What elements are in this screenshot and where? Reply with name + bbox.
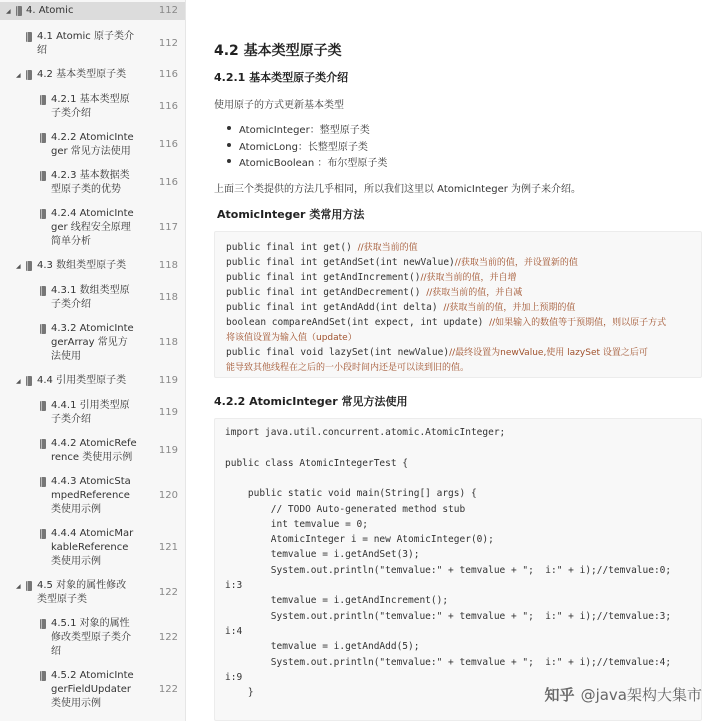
collapse-arrow-icon[interactable]: ◢: [16, 583, 21, 590]
toc-item[interactable]: [0, 525, 186, 571]
bookmark-icon: [40, 286, 46, 296]
toc-item[interactable]: [0, 91, 186, 123]
toc-item[interactable]: [0, 435, 186, 467]
toc-page-number: 112: [158, 5, 178, 16]
code-line: i:4: [225, 625, 243, 637]
toc-item-label: 4.3.1 数组类型原 子类介绍: [51, 285, 130, 310]
toc-sidebar: [0, 0, 186, 721]
bookmark-icon: [16, 6, 22, 16]
code-line: temvalue = i.getAndIncrement();: [225, 595, 449, 607]
toc-item-label: 4.4.2 AtomicRefe rence 类使用示例: [51, 438, 137, 463]
code-line: // TODO Auto-generated method stub: [225, 503, 466, 515]
code-line: public final void lazySet(int newValue)//最终设置为newValue,使用 lazySet 设置之后可: [226, 347, 648, 358]
toc-item[interactable]: [0, 577, 186, 609]
bookmark-icon: [40, 209, 46, 219]
bookmark-icon: [40, 529, 46, 539]
code-line: System.out.println("temvalue:" + temvalue + "; i:" + i);//temvalue:4;: [225, 656, 672, 668]
code-line: temvalue = i.getAndSet(3);: [225, 549, 420, 561]
bookmark-icon: [26, 581, 32, 591]
toc-item[interactable]: [0, 615, 186, 661]
methods-title: AtomicInteger 类常用方法: [217, 208, 365, 221]
toc-item-label: 4.4.4 AtomicMar kableReference 类使用示例: [51, 528, 134, 567]
toc-item-label: 4.2.4 AtomicInte ger 线程安全原理 简单分析: [51, 208, 134, 247]
toc-item[interactable]: [0, 397, 186, 429]
subsection-heading-2: 4.2.2 AtomicInteger 常见方法使用: [214, 395, 408, 408]
toc-item-label: 4.2.1 基本类型原 子类介绍: [51, 94, 130, 119]
code-line: i:3: [225, 580, 243, 591]
code-line: }: [225, 687, 254, 699]
toc-item-label: 4.3.2 AtomicInte gerArray 常见方 法使用: [51, 323, 134, 362]
code-line: AtomicInteger i = new AtomicInteger(0);: [225, 534, 494, 546]
watermark: [545, 684, 702, 705]
bookmark-icon: [26, 261, 32, 271]
bookmark-icon: [40, 324, 46, 334]
toc-item-label: 4.4.1 引用类型原 子类介绍: [51, 400, 130, 425]
toc-item-label: 4.3 数组类型原子类: [37, 260, 127, 271]
toc-item[interactable]: [0, 282, 186, 314]
summary-text: 上面三个类提供的方法几乎相同，所以我们这里以 AtomicInteger 为例子来介绍。: [214, 184, 582, 195]
bookmark-icon: [26, 32, 32, 42]
code-line: i:9: [225, 671, 243, 683]
toc-page-number: 121: [158, 542, 178, 553]
toc-page-number: 116: [158, 139, 178, 150]
code-line: public final int getAndDecrement() //获取当前的值，并自减: [226, 287, 523, 298]
toc-item-label: 4.2 基本类型原子类: [37, 69, 127, 80]
bullet-item: AtomicBoolean ：布尔型原子类: [239, 154, 387, 169]
code-line: public final int getAndIncrement()//获取当前的值，并自增: [226, 272, 517, 283]
bullet-item: AtomicLong：长整型原子类: [239, 138, 368, 153]
toc-page-number: 120: [158, 490, 178, 501]
bookmark-icon: [40, 95, 46, 105]
bookmark-icon: [26, 70, 32, 80]
section-heading: 4.2 基本类型原子类: [214, 43, 342, 59]
code-line: public final int getAndAdd(int delta) //获取当前的值，并加上预期的值: [226, 302, 576, 313]
collapse-arrow-icon[interactable]: ◢: [6, 8, 11, 15]
toc-item[interactable]: [0, 28, 186, 60]
toc-item[interactable]: [0, 2, 186, 20]
bookmark-icon: [40, 401, 46, 411]
code-line: 将该值设置为输入值（update）: [226, 333, 357, 343]
watermark-text: @java架构大集市: [580, 686, 702, 704]
toc-page-number: 119: [158, 445, 178, 456]
bookmark-icon: [40, 171, 46, 181]
bookmark-icon: [26, 376, 32, 386]
code-line: public static void main(String[] args) {: [225, 488, 477, 500]
toc-page-number: 116: [158, 69, 178, 80]
code-line: 能导致其他线程在之后的一小段时间内还是可以读到旧的值。: [226, 363, 470, 373]
toc-item-label: 4. Atomic: [26, 5, 74, 16]
toc-page-number: 112: [158, 38, 178, 49]
toc-item-label: 4.4.3 AtomicSta mpedReference 类使用示例: [51, 476, 131, 515]
toc-page-number: 119: [158, 375, 178, 386]
toc-page-number: 122: [158, 684, 178, 695]
code-block-methods: [214, 231, 702, 378]
toc-page-number: 116: [158, 101, 178, 112]
toc-item[interactable]: [0, 372, 186, 390]
intro-text: 使用原子的方式更新基本类型: [214, 100, 344, 111]
code-line: System.out.println("temvalue:" + temvalue + "; i:" + i);//temvalue:0;: [225, 564, 672, 576]
toc-item-label: 4.4 引用类型原子类: [37, 375, 127, 386]
bookmark-icon: [40, 671, 46, 681]
collapse-arrow-icon[interactable]: ◢: [16, 72, 21, 79]
toc-page-number: 118: [158, 292, 178, 303]
bookmark-icon: [40, 477, 46, 487]
toc-item-label: 4.5 对象的属性修改 类型原子类: [37, 580, 127, 605]
toc-item[interactable]: [0, 167, 186, 199]
subsection-heading-1: 4.2.1 基本类型原子类介绍: [214, 71, 349, 84]
toc-item[interactable]: [0, 129, 186, 161]
toc-page-number: 118: [158, 260, 178, 271]
code-line: public final int get() //获取当前的值: [226, 242, 418, 253]
bookmark-icon: [40, 133, 46, 143]
toc-item[interactable]: [0, 320, 186, 366]
toc-page-number: 122: [158, 587, 178, 598]
toc-page-number: 116: [158, 177, 178, 188]
toc-item[interactable]: [0, 667, 186, 713]
code-line: int temvalue = 0;: [225, 518, 368, 530]
toc-item[interactable]: [0, 205, 186, 251]
toc-page-number: 122: [158, 632, 178, 643]
toc-item[interactable]: [0, 473, 186, 519]
document-content: [187, 0, 720, 721]
toc-item[interactable]: [0, 66, 186, 84]
toc-page-number: 117: [158, 222, 178, 233]
toc-page-number: 118: [158, 337, 178, 348]
code-block-example: [214, 418, 702, 721]
toc-item-label: 4.2.3 基本数据类 型原子类的优势: [51, 170, 130, 195]
code-line: public class AtomicIntegerTest {: [225, 457, 409, 469]
zhihu-logo: 知乎: [544, 686, 575, 704]
bullet-item: AtomicInteger：整型原子类: [239, 121, 370, 136]
collapse-arrow-icon[interactable]: ◢: [16, 263, 21, 270]
toc-item[interactable]: [0, 257, 186, 275]
toc-item-label: 4.2.2 AtomicInte ger 常见方法使用: [51, 132, 134, 157]
code-line: import java.util.concurrent.atomic.AtomicInteger;: [225, 427, 506, 438]
code-line: temvalue = i.getAndAdd(5);: [225, 641, 420, 653]
code-line: System.out.println("temvalue:" + temvalue + "; i:" + i);//temvalue:3;: [225, 610, 672, 622]
code-line: public final int getAndSet(int newValue)//获取当前的值，并设置新的值: [226, 257, 578, 268]
toc-item-label: 4.5.1 对象的属性 修改类型原子类介 绍: [51, 618, 131, 657]
code-line: boolean compareAndSet(int expect, int update) //如果输入的数值等于预期值，则以原子方式: [226, 317, 667, 328]
bookmark-icon: [40, 619, 46, 629]
toc-item-label: 4.1 Atomic 原子类介 绍: [37, 31, 134, 56]
bookmark-icon: [40, 439, 46, 449]
toc-item-label: 4.5.2 AtomicInte gerFieldUpdater 类使用示例: [51, 670, 134, 709]
collapse-arrow-icon[interactable]: ◢: [16, 378, 21, 385]
toc-page-number: 119: [158, 407, 178, 418]
